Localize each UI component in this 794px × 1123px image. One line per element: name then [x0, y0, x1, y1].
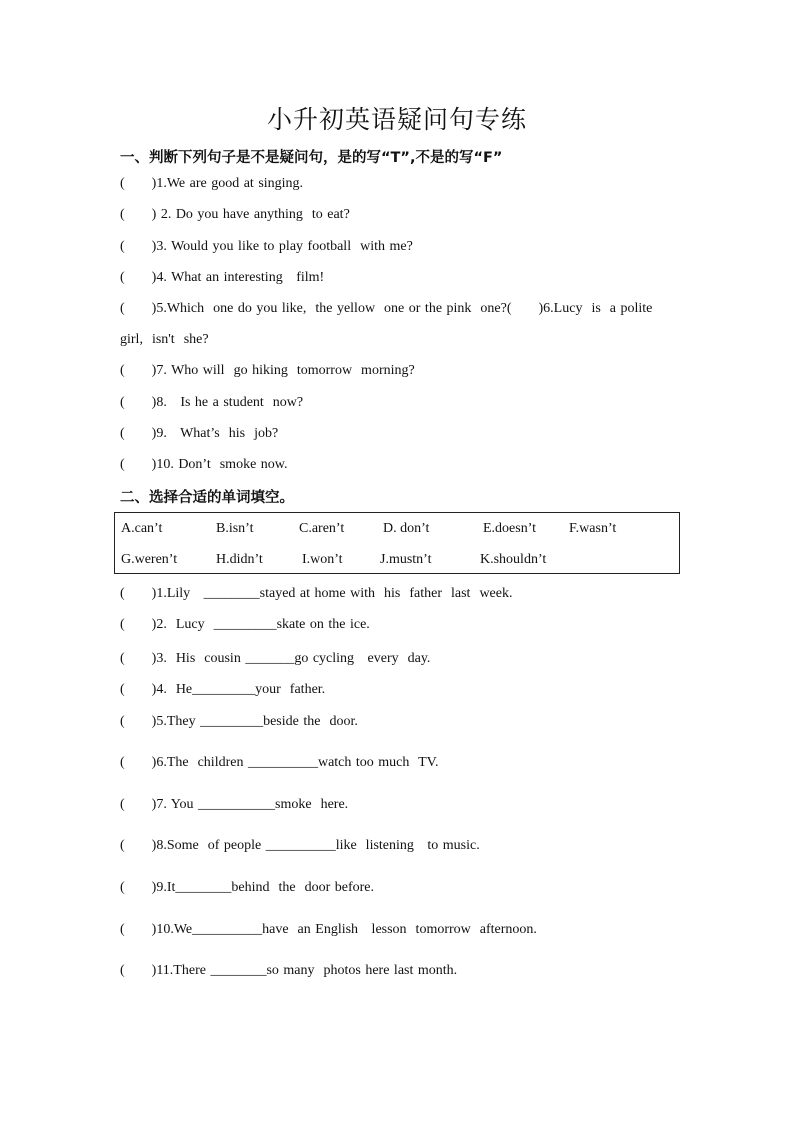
option-j: J.mustn’t	[380, 552, 432, 567]
fill-blank-line: ( )3. His cousin _______go cycling every day.	[120, 651, 431, 666]
fill-blank-line: ( )4. He_________your father.	[120, 682, 326, 697]
fill-blank-line: ( )2. Lucy _________skate on the ice.	[120, 617, 370, 632]
option-h: H.didn’t	[216, 552, 263, 567]
question-line: ( )10. Don’t smoke now.	[120, 457, 288, 472]
fill-blank-line: ( )6.The children __________watch too much TV.	[120, 755, 439, 770]
section-2-heading: 二、选择合适的单词填空。	[120, 490, 294, 506]
question-line: ( )9. What’s his job?	[120, 426, 279, 441]
question-line-continued: girl, isn't she?	[120, 332, 209, 347]
question-line: ( )4. What an interesting film!	[120, 270, 325, 285]
question-line: ( )7. Who will go hiking tomorrow morning?	[120, 363, 415, 378]
question-line: ( )5.Which one do you like, the yellow one or the pink one?( )6.Lucy is a polite	[120, 301, 653, 316]
option-c: C.aren’t	[299, 521, 345, 536]
word-options-box	[114, 512, 680, 574]
option-a: A.can’t	[121, 521, 163, 536]
question-line: ( )1.We are good at singing.	[120, 176, 304, 191]
option-e: E.doesn’t	[483, 521, 537, 536]
fill-blank-line: ( )1.Lily ________stayed at home with his father last week.	[120, 586, 513, 601]
question-line: ( ) 2. Do you have anything to eat?	[120, 207, 350, 222]
option-f: F.wasn’t	[569, 521, 617, 536]
option-i: I.won’t	[302, 552, 343, 567]
fill-blank-line: ( )8.Some of people __________like listening to music.	[120, 838, 480, 853]
fill-blank-line: ( )7. You ___________smoke here.	[120, 797, 349, 812]
page-title: 小升初英语疑问句专练	[266, 105, 527, 134]
fill-blank-line: ( )10.We__________have an English lesson tomorrow afternoon.	[120, 922, 537, 937]
option-g: G.weren’t	[121, 552, 178, 567]
fill-blank-line: ( )5.They _________beside the door.	[120, 714, 358, 729]
question-line: ( )8. Is he a student now?	[120, 395, 304, 410]
fill-blank-line: ( )11.There ________so many photos here last month.	[120, 963, 458, 978]
option-b: B.isn’t	[216, 521, 254, 536]
option-k: K.shouldn’t	[480, 552, 547, 567]
option-d: D. don’t	[383, 521, 430, 536]
section-1-heading: 一、判断下列句子是不是疑问句，是的写“T”,不是的写“F”	[120, 150, 503, 166]
question-line: ( )3. Would you like to play football with me?	[120, 239, 413, 254]
fill-blank-line: ( )9.It________behind the door before.	[120, 880, 374, 895]
